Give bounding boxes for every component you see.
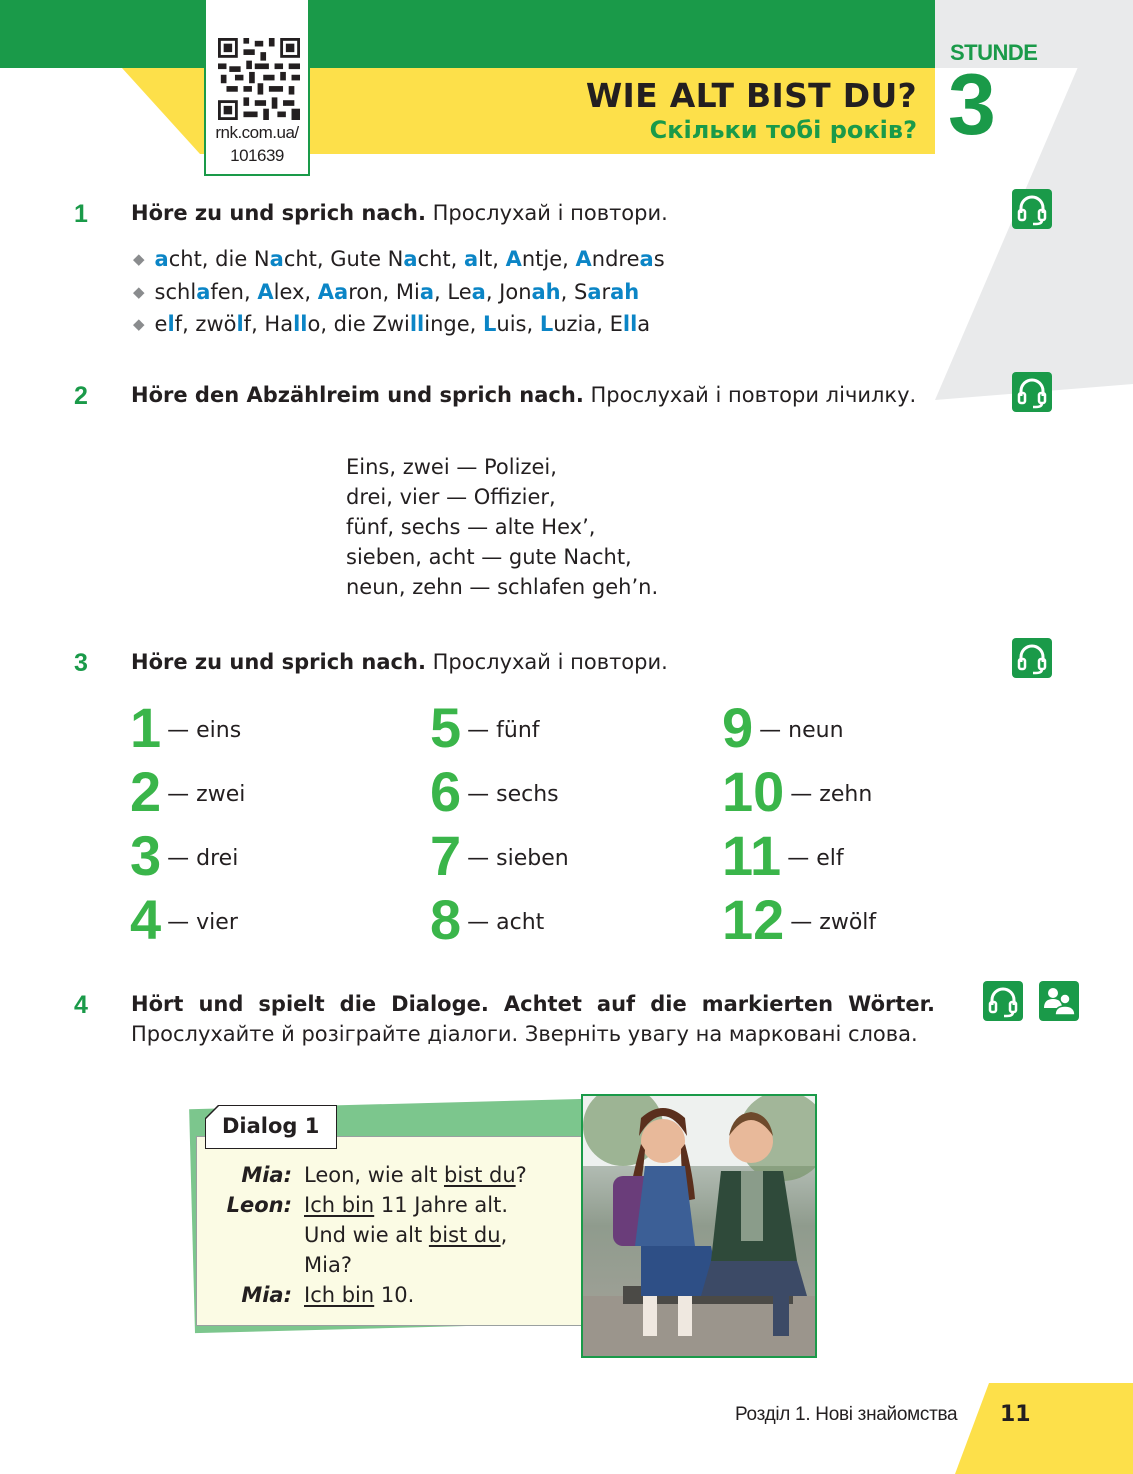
rhyme-line: fünf, sechs — alte Hex’, (346, 515, 596, 539)
phonics-text: r (601, 279, 611, 304)
exercise-1-number: 1 (74, 200, 88, 228)
highlighted-letters: A (257, 279, 274, 304)
exercise-4-instruction-de: Hört und spielt die Dialoge. Achtet auf die markierten Wörter. (131, 992, 935, 1016)
dialog-text-part: 11 Jahre alt. (374, 1193, 509, 1217)
exercise-4-instruction (131, 989, 935, 1049)
diamond-bullet-icon: ◆ (133, 315, 145, 333)
phonics-line (133, 244, 665, 277)
number-digit: 1 (130, 696, 162, 759)
exercise-2-instruction-ua: Прослухай і повтори лічилку. (590, 383, 917, 407)
highlighted-letters: Aa (317, 279, 349, 304)
highlighted-letters: l (167, 312, 175, 336)
exercise-2-number: 2 (74, 382, 88, 410)
page-subtitle: Скільки тобі років? (649, 116, 917, 144)
header-green-band (0, 0, 935, 68)
dialog-label: Dialog 1 (222, 1114, 320, 1138)
dialog-speaker: Leon: (226, 1193, 292, 1217)
number-digit: 7 (430, 824, 462, 887)
number-digit: 4 (130, 888, 162, 951)
highlighted-letters: l (236, 312, 244, 336)
number-word: — zehn (790, 782, 873, 807)
dialog-text-part: ? (515, 1163, 527, 1187)
phonics-text: cht, die N (168, 247, 270, 271)
number-digit: 3 (130, 824, 162, 887)
number-word: — zwölf (790, 910, 877, 935)
exercise-3-number: 3 (74, 649, 88, 677)
stunde-label: STUNDE (950, 40, 1038, 65)
exercise-1-instruction-de: Höre zu und sprich nach. (131, 201, 426, 225)
number-entry (130, 824, 239, 887)
phonics-list (133, 244, 665, 342)
number-digit: 6 (430, 760, 462, 823)
exercise-2-instruction-de: Höre den Abzählreim und sprich nach. (131, 383, 584, 407)
number-entry (430, 888, 545, 951)
qr-code-icon (216, 38, 302, 120)
highlighted-letters: a (269, 247, 284, 271)
highlighted-letters: a (639, 247, 654, 271)
exercise-1-instruction (131, 198, 935, 228)
number-word: — fünf (467, 718, 540, 743)
headset-icon[interactable] (1012, 638, 1052, 678)
qr-code-number: 101639 (230, 146, 284, 165)
phonics-text: cht, (417, 247, 464, 271)
phonics-text: schl (154, 279, 197, 304)
number-word: — elf (787, 846, 844, 871)
highlighted-letters: A (505, 247, 522, 271)
exercise-3-instruction (131, 647, 935, 677)
page-number: 11 (1000, 1402, 1031, 1427)
number-word: — sieben (467, 846, 569, 871)
number-word: — eins (167, 718, 242, 743)
number-entry (430, 824, 569, 887)
number-word: — vier (167, 910, 238, 935)
phonics-text: , S (560, 279, 588, 304)
highlighted-letters: ah (531, 279, 561, 304)
phonics-text: lex, (273, 279, 318, 304)
number-word: — acht (467, 910, 545, 935)
dialog-text-part: Mia? (304, 1253, 352, 1277)
number-digit: 9 (722, 696, 754, 759)
qr-url: rnk.com.ua/ (215, 123, 299, 142)
phonics-text: ron, Mi (348, 279, 420, 304)
phonics-text: fen, (210, 279, 258, 304)
highlighted-letters: ll (622, 312, 638, 336)
phonics-text: uzia, E (553, 312, 623, 336)
headset-icon[interactable] (1012, 189, 1052, 229)
page-title: WIE ALT BIST DU? (585, 76, 917, 115)
phonics-text: e (154, 312, 168, 336)
footer-chapter: Розділ 1. Нові знайомства (735, 1404, 958, 1425)
phonics-text: cht, Gute N (283, 247, 404, 271)
diamond-bullet-icon: ◆ (133, 282, 145, 301)
headset-icon[interactable] (1012, 372, 1052, 412)
number-entry (722, 696, 844, 759)
phonics-text: lt, (478, 247, 506, 271)
number-entry (130, 696, 242, 759)
dialog-text-part: , (500, 1223, 508, 1247)
phonics-text: a (637, 312, 651, 336)
highlighted-letters: a (419, 279, 435, 304)
rhyme-line: drei, vier — Offizier, (346, 485, 556, 509)
number-entry (722, 760, 873, 823)
exercise-1-instruction-ua: Прослухай і повтори. (432, 201, 668, 225)
dialog-text-part: Leon, wie alt (304, 1163, 444, 1187)
number-word: — zwei (167, 782, 246, 807)
number-entry (130, 760, 246, 823)
highlighted-letters: L (539, 312, 554, 336)
number-digit: 10 (722, 760, 785, 823)
number-word: — drei (167, 846, 239, 871)
stunde-number: 3 (948, 57, 996, 153)
dialog-speaker-cell (196, 1160, 292, 1190)
exercise-3-instruction-de: Höre zu und sprich nach. (131, 650, 426, 674)
phonics-text: uis, (496, 312, 540, 336)
phonics-text: , Jon (485, 279, 532, 304)
highlighted-letters: ll (293, 312, 308, 336)
marked-word: bist du (428, 1223, 501, 1247)
pair-work-icon[interactable] (1039, 981, 1079, 1021)
highlighted-letters: a (403, 247, 418, 271)
number-entry (430, 696, 540, 759)
dialog-speaker: Mia: (241, 1283, 292, 1307)
highlighted-letters: ah (610, 279, 640, 304)
phonics-line (133, 277, 665, 310)
number-entry (130, 888, 238, 951)
phonics-text: f, zwö (174, 312, 237, 336)
dialog-text (304, 1280, 414, 1310)
number-entry (722, 824, 844, 887)
rhyme-line: Eins, zwei — Polizei, (346, 455, 557, 479)
phonics-text: inge, (424, 312, 483, 336)
dialog-text (304, 1250, 352, 1280)
number-entry (430, 760, 559, 823)
number-digit: 2 (130, 760, 162, 823)
dialog-text-part: Und wie alt (304, 1223, 429, 1247)
phonics-text: , Le (434, 279, 472, 304)
footer-yellow-shape (955, 1383, 1133, 1474)
number-digit: 5 (430, 696, 462, 759)
number-word: — neun (759, 718, 844, 743)
rhyme-line: neun, zehn — schlafen geh’n. (346, 575, 659, 599)
highlighted-letters: a (154, 247, 169, 271)
dialog-text (304, 1220, 507, 1250)
diamond-bullet-icon: ◆ (133, 250, 145, 268)
marked-word: bist du (443, 1163, 516, 1187)
dialog-text (304, 1160, 527, 1190)
phonics-text: ntje, (521, 247, 576, 271)
photo-children-talking (581, 1094, 817, 1358)
rhyme-line: sieben, acht — gute Nacht, (346, 545, 632, 569)
number-word: — sechs (467, 782, 559, 807)
highlighted-letters: ll (409, 312, 425, 336)
exercise-2-instruction (131, 380, 935, 410)
exercise-4-number: 4 (74, 991, 88, 1019)
headset-icon[interactable] (983, 981, 1023, 1021)
highlighted-letters: a (471, 279, 486, 304)
exercise-3-instruction-ua: Прослухай і повтори. (432, 650, 668, 674)
dialog-text (304, 1190, 508, 1220)
exercise-4-instruction-ua: Прослухайте й розіграйте діалоги. Зверніть увагу на марковані слова. (131, 1022, 918, 1046)
counting-rhyme (346, 452, 658, 602)
phonics-text: ndre (591, 247, 640, 271)
dialog-text-part: 10. (374, 1283, 415, 1307)
number-digit: 11 (722, 824, 782, 887)
phonics-text: f, Ha (243, 312, 294, 336)
highlighted-letters: A (575, 247, 592, 271)
highlighted-letters: a (196, 279, 211, 304)
marked-word: Ich bin (304, 1193, 375, 1217)
marked-word: Ich bin (304, 1283, 375, 1307)
dialog-speaker-cell (196, 1280, 292, 1310)
number-digit: 8 (430, 888, 462, 951)
dialog-speaker: Mia: (241, 1163, 292, 1187)
highlighted-letters: L (483, 312, 497, 336)
qr-code-box[interactable] (204, 0, 310, 176)
phonics-text: o, die Zwi (307, 312, 410, 336)
highlighted-letters: a (587, 279, 602, 304)
number-entry (722, 888, 877, 951)
phonics-text: s (653, 247, 665, 271)
dialog-speaker-cell (196, 1190, 292, 1220)
phonics-line (133, 309, 665, 342)
number-digit: 12 (722, 888, 785, 951)
highlighted-letters: a (464, 247, 479, 271)
